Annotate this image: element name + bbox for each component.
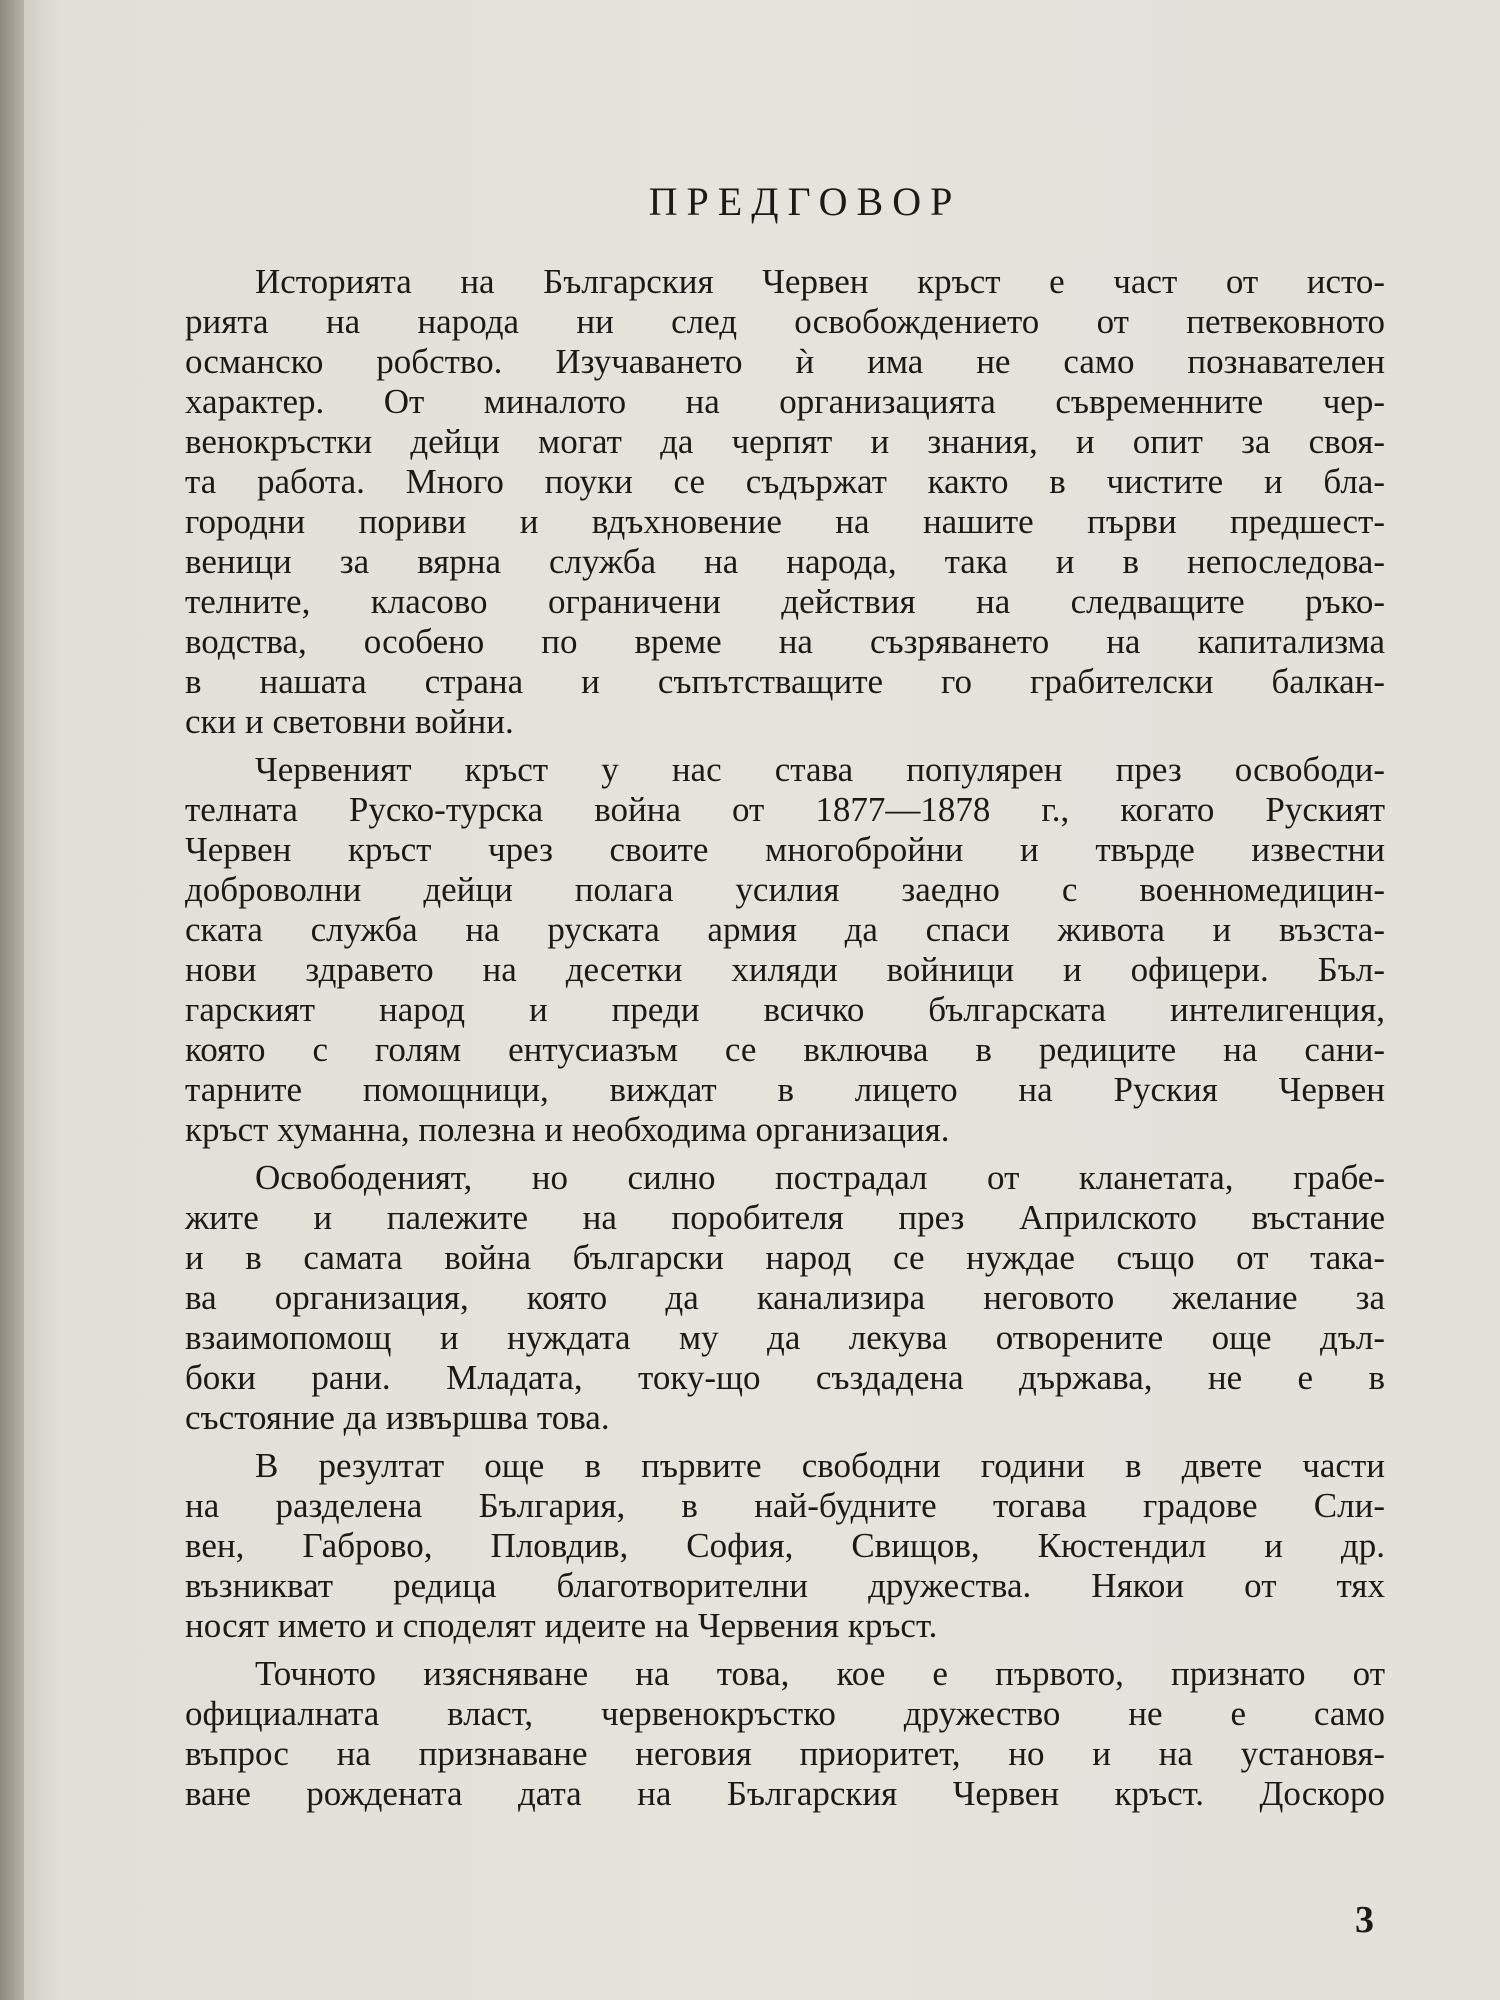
- text-line: боки рани. Младата, току-що създадена държава, не е в: [185, 1358, 1385, 1397]
- paragraph-4: [185, 1446, 1385, 1646]
- text-line: взаимопомощ и нуждата му да лекува отворените още дъл-: [185, 1318, 1385, 1357]
- text-line: ската служба на руската армия да спаси живота и възста-: [185, 910, 1385, 949]
- text-line: жите и палежите на поробителя през Априлското въстание: [185, 1198, 1385, 1237]
- page-body: [185, 262, 1385, 1814]
- paragraph-1: [185, 262, 1385, 742]
- text-line: Червен кръст чрез своите многобройни и твърде известни: [185, 830, 1385, 869]
- text-line: вен, Габрово, Пловдив, София, Свищов, Кюстендил и др.: [185, 1526, 1385, 1565]
- text-line: Историята на Българския Червен кръст е част от исто-: [255, 262, 1385, 301]
- text-line: официалната власт, червенокръстко дружество не е само: [185, 1694, 1385, 1733]
- text-line: гарският народ и преди всичко българската интелигенция,: [185, 990, 1385, 1029]
- text-line: тарните помощници, виждат в лицето на Руския Червен: [185, 1070, 1385, 1109]
- text-line: и в самата война български народ се нуждае също от така-: [185, 1238, 1385, 1277]
- text-line: характер. От миналото на организацията съвременните чер-: [185, 382, 1385, 421]
- text-line: в нашата страна и съпътстващите го грабителски балкан-: [185, 662, 1385, 701]
- text-line: която с голям ентусиазъм се включва в редиците на сани-: [185, 1030, 1385, 1069]
- text-line: ва организация, която да канализира неговото желание за: [185, 1278, 1385, 1317]
- text-line: та работа. Много поуки се съдържат както в чистите и бла-: [185, 462, 1385, 501]
- page-number: 3: [1355, 1899, 1374, 1941]
- book-gutter: [0, 0, 24, 2000]
- text-line: рията на народа ни след освобождението от петвековното: [185, 302, 1385, 341]
- text-line: водства, особено по време на съзряването на капитализма: [185, 622, 1385, 661]
- text-line: ване рождената дата на Българския Червен кръст. Доскоро: [185, 1774, 1385, 1813]
- text-line: носят името и споделят идеите на Червения кръст.: [185, 1606, 938, 1645]
- text-line: телните, класово ограничени действия на следващите ръко-: [185, 582, 1385, 621]
- text-line: състояние да извършва това.: [185, 1398, 610, 1437]
- text-line: венокръстки дейци могат да черпят и знания, и опит за своя-: [185, 422, 1385, 461]
- paragraph-3: [185, 1158, 1385, 1438]
- paragraph-2: [185, 750, 1385, 1150]
- text-line: възникват редица благотворителни дружества. Някои от тях: [185, 1566, 1385, 1605]
- text-line: османско робство. Изучаването ѝ има не само познавателен: [185, 342, 1385, 381]
- text-line: Червеният кръст у нас става популярен през освободи-: [255, 750, 1385, 789]
- text-line: веници за вярна служба на народа, така и в непоследова-: [185, 542, 1385, 581]
- text-line: Точното изясняване на това, кое е първото, признато от: [255, 1654, 1385, 1693]
- text-line: на разделена България, в най-будните тогава градове Сли-: [185, 1486, 1385, 1525]
- page-title: ПРЕДГОВОР: [648, 179, 962, 224]
- text-line: Освободеният, но силно пострадал от кланетата, грабе-: [255, 1158, 1385, 1197]
- text-line: телната Руско-турска война от 1877—1878 г., когато Руският: [185, 790, 1385, 829]
- text-line: В резултат още в първите свободни години в двете части: [255, 1446, 1385, 1485]
- text-line: въпрос на признаване неговия приоритет, но и на установя-: [185, 1734, 1385, 1773]
- text-line: доброволни дейци полага усилия заедно с военномедицин-: [185, 870, 1385, 909]
- text-line: ски и световни войни.: [185, 702, 514, 741]
- paragraph-5: [185, 1654, 1385, 1814]
- text-line: городни пориви и вдъхновение на нашите първи предшест-: [185, 502, 1385, 541]
- text-line: нови здравето на десетки хиляди войници и офицери. Бъл-: [185, 950, 1385, 989]
- text-line: кръст хуманна, полезна и необходима организация.: [185, 1110, 950, 1149]
